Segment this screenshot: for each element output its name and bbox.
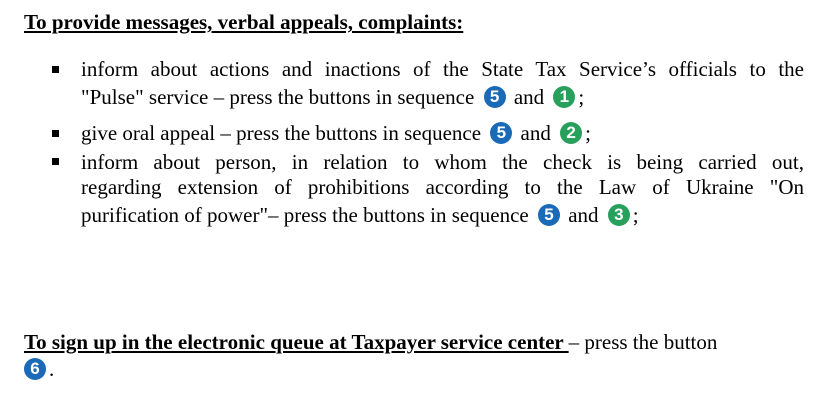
queue-instruction: [24, 330, 717, 355]
queue-button-ref: 6 .: [24, 357, 54, 382]
list-item-line: inform about actions and inactions of the State Tax Service’s officials to the: [81, 57, 804, 81]
number-3-icon: 3: [608, 204, 630, 226]
list-item-line: regarding extension of prohibitions according to the Law of Ukraine "On: [81, 175, 804, 199]
list-item-line: inform about person, in relation to whom the check is being carried out,: [81, 150, 804, 174]
number-6-icon: 6: [24, 358, 46, 380]
number-1-icon: 1: [553, 86, 575, 108]
queue-heading: To sign up in the electronic queue at Taxpayer service center: [24, 330, 569, 354]
bullet-icon: [52, 158, 59, 165]
section-heading: To provide messages, verbal appeals, complaints:: [24, 10, 464, 34]
number-5-icon: 5: [538, 204, 560, 226]
bullet-icon: [52, 66, 59, 73]
number-2-icon: 2: [560, 122, 582, 144]
queue-instruction-text: – press the button: [568, 330, 718, 354]
number-5-icon: 5: [484, 86, 506, 108]
list-item-line: "Pulse" service – press the buttons in sequence 5 and 1 ;: [81, 85, 585, 109]
bullet-icon: [52, 130, 59, 137]
list-item-line: give oral appeal – press the buttons in sequence 5 and 2 ;: [81, 121, 591, 145]
number-5-icon: 5: [490, 122, 512, 144]
list-item-line: purification of power"– press the buttons in sequence 5 and 3 ;: [81, 203, 639, 227]
